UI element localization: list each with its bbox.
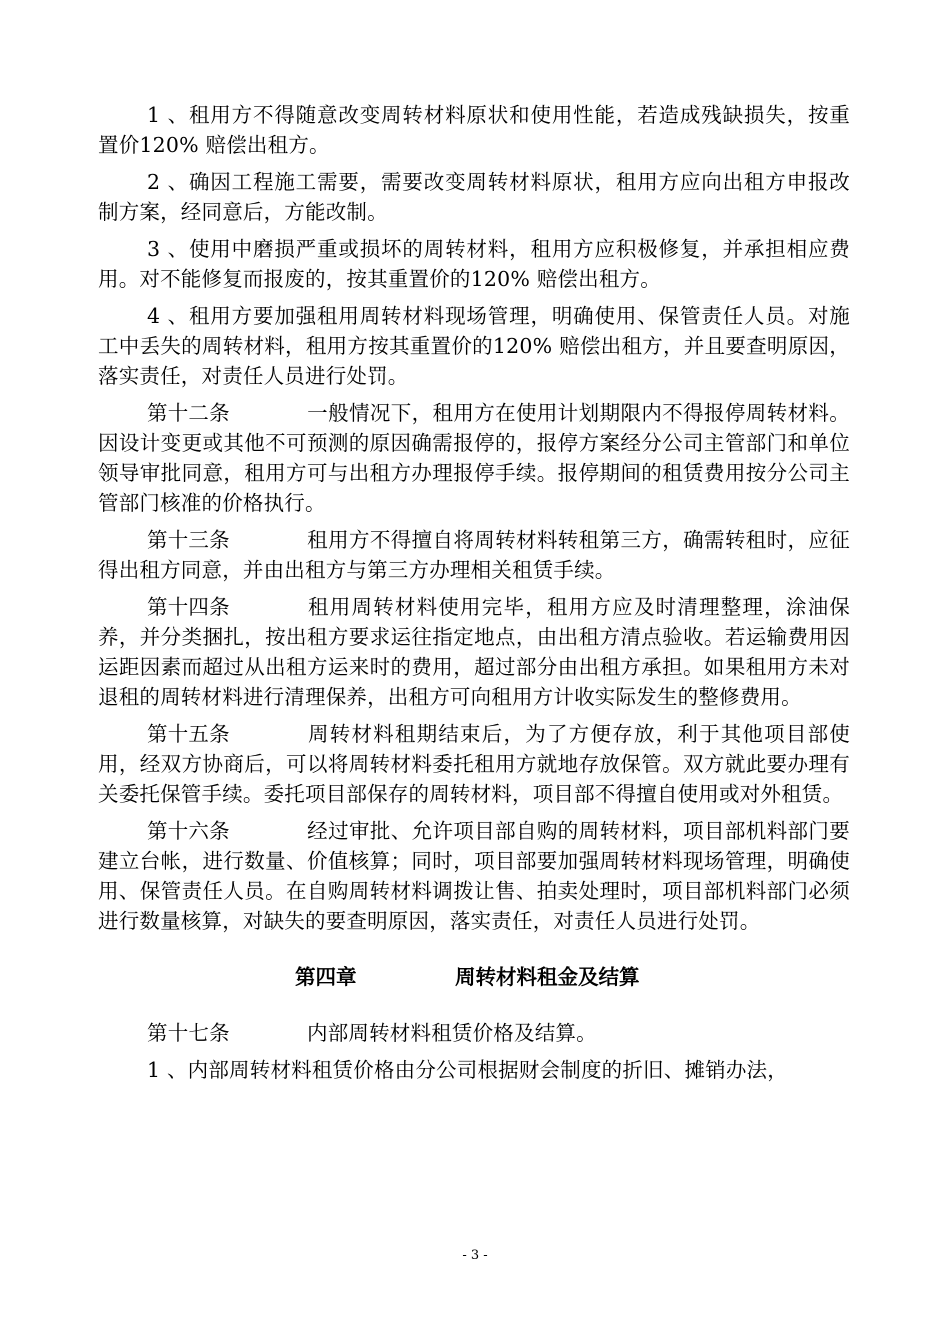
article-number: 第十五条 [147, 722, 230, 746]
chapter-number: 第四章 [295, 965, 357, 989]
paragraph-text: 2 、确因工程施工需要，需要改变周转材料原状，租用方应向出租方申报改制方案，经同意后，方能改制。 [98, 170, 850, 224]
article-number: 第十二条 [147, 401, 230, 425]
paragraph-text: 4 、租用方要加强租用周转材料现场管理，明确使用、保管责任人员。对施工中丢失的周转材料，租用方按其重置价的120% 赔偿出租方，并且要查明原因，落实责任，对责任人员进行处罚。 [98, 304, 850, 388]
paragraph-text: 1 、内部周转材料租赁价格由分公司根据财会制度的折旧、摊销办法， [147, 1058, 788, 1082]
page-number: - 3 - [462, 1248, 488, 1263]
paragraph [98, 398, 850, 518]
paragraph-group [98, 1018, 850, 1085]
paragraph [98, 719, 850, 809]
paragraph-group [98, 100, 850, 936]
paragraph [98, 100, 850, 160]
paragraph-text: 内部周转材料租赁价格及结算。 [307, 1021, 597, 1045]
paragraph-text: 周转材料租期结束后，为了方便存放，利于其他项目部使用，经双方协商后，可以将周转材料委托租用方就地存放保管。双方就此要办理有关委托保管手续。委托项目部保存的周转材料，项目部不得擅自使用或对外租赁。 [98, 722, 850, 806]
paragraph [98, 1055, 850, 1085]
paragraph [98, 525, 850, 585]
paragraph-text: 租用方不得擅自将周转材料转租第三方，确需转租时，应征得出租方同意，并由出租方与第三方办理相关租赁手续。 [98, 528, 850, 582]
article-number: 第十六条 [147, 819, 230, 843]
chapter-title: 周转材料租金及结算 [455, 965, 640, 989]
chapter-heading [98, 962, 850, 992]
paragraph-text: 3 、使用中磨损严重或损坏的周转材料，租用方应积极修复，并承担相应费用。对不能修复而报废的，按其重置价的120% 赔偿出租方。 [98, 237, 850, 291]
paragraph-text: 1 、租用方不得随意改变周转材料原状和使用性能，若造成残缺损失，按重置价120% 赔偿出租方。 [98, 103, 850, 157]
article-number: 第十四条 [147, 595, 230, 619]
paragraph [98, 816, 850, 936]
paragraph-text: 租用周转材料使用完毕，租用方应及时清理整理，涂油保养，并分类捆扎，按出租方要求运往指定地点，由出租方清点验收。若运输费用因运距因素而超过从出租方运来时的费用，超过部分由出租方承担。如果租用方未对退租的周转材料进行清理保养，出租方可向租用方计收实际发生的整修费用。 [98, 595, 850, 709]
document-page [98, 100, 850, 1092]
paragraph [98, 1018, 850, 1048]
article-number: 第十三条 [147, 528, 230, 552]
paragraph [98, 301, 850, 391]
paragraph-text: 一般情况下，租用方在使用计划期限内不得报停周转材料。因设计变更或其他不可预测的原因确需报停的，报停方案经分公司主管部门和单位领导审批同意，租用方可与出租方办理报停手续。报停期间的租赁费用按分公司主管部门核准的价格执行。 [98, 401, 850, 515]
article-number: 第十七条 [147, 1021, 230, 1045]
paragraph-text: 经过审批、允许项目部自购的周转材料，项目部机料部门要建立台帐，进行数量、价值核算；同时，项目部要加强周转材料现场管理，明确使用、保管责任人员。在自购周转材料调拨让售、拍卖处理时，项目部机料部门必须进行数量核算，对缺失的要查明原因，落实责任，对责任人员进行处罚。 [98, 819, 850, 933]
paragraph [98, 167, 850, 227]
paragraph [98, 234, 850, 294]
paragraph [98, 592, 850, 712]
